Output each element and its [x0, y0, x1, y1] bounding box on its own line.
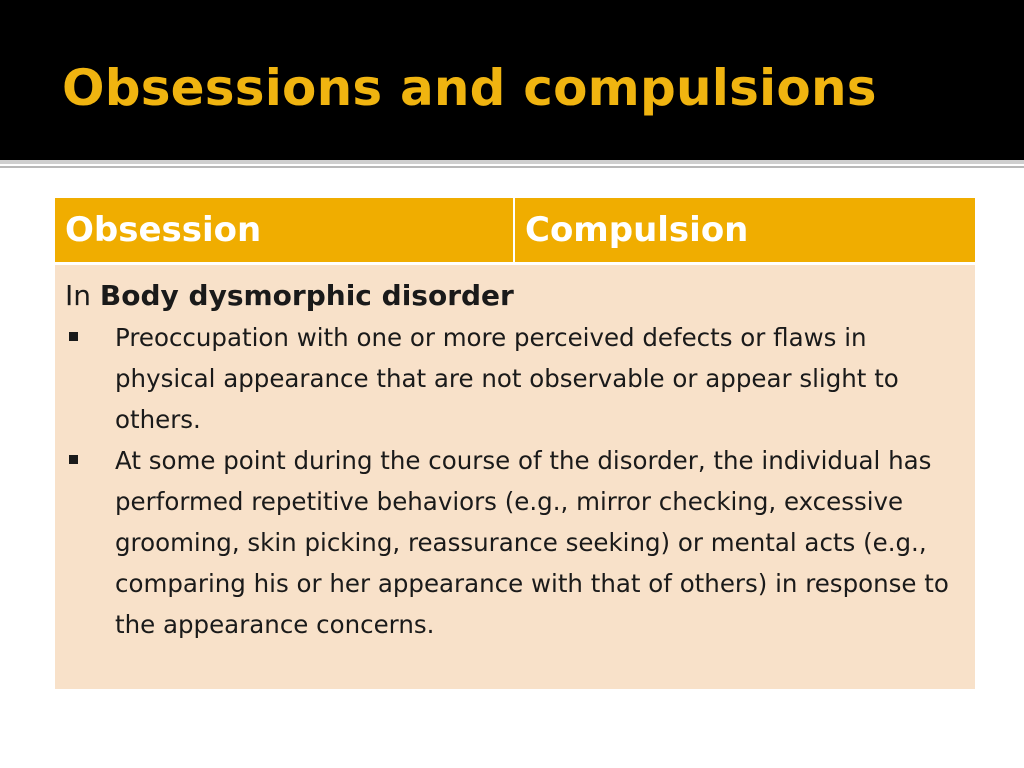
header-compulsion: Compulsion	[515, 198, 975, 262]
table-header-row	[55, 198, 975, 262]
list-item	[65, 440, 965, 645]
criterion-text: At some point during the course of the disorder, the individual has performed repetitive behaviors (e.g., mirror checking, excessive grooming, skin picking, reassurance seeking) or mental acts (e.g., comparing his or her appearance with that of others) in response to the appearance concerns.	[115, 446, 949, 639]
header-obsession: Obsession	[55, 198, 515, 262]
list-item	[65, 317, 965, 440]
title-bar	[0, 0, 1024, 160]
disorder-name: Body dysmorphic disorder	[99, 279, 514, 312]
square-bullet-icon	[69, 332, 78, 341]
content-table	[55, 198, 975, 689]
title-divider-thin	[0, 166, 1024, 168]
table-body-cell	[55, 265, 975, 689]
lead-prefix: In	[65, 279, 92, 312]
disorder-heading	[65, 275, 965, 317]
criteria-list	[65, 317, 965, 645]
criterion-text: Preoccupation with one or more perceived defects or flaws in physical appearance that are not observable or appear slight to others.	[115, 323, 899, 434]
slide-title: Obsessions and compulsions	[62, 59, 877, 117]
square-bullet-icon	[69, 455, 78, 464]
title-divider	[0, 160, 1024, 164]
